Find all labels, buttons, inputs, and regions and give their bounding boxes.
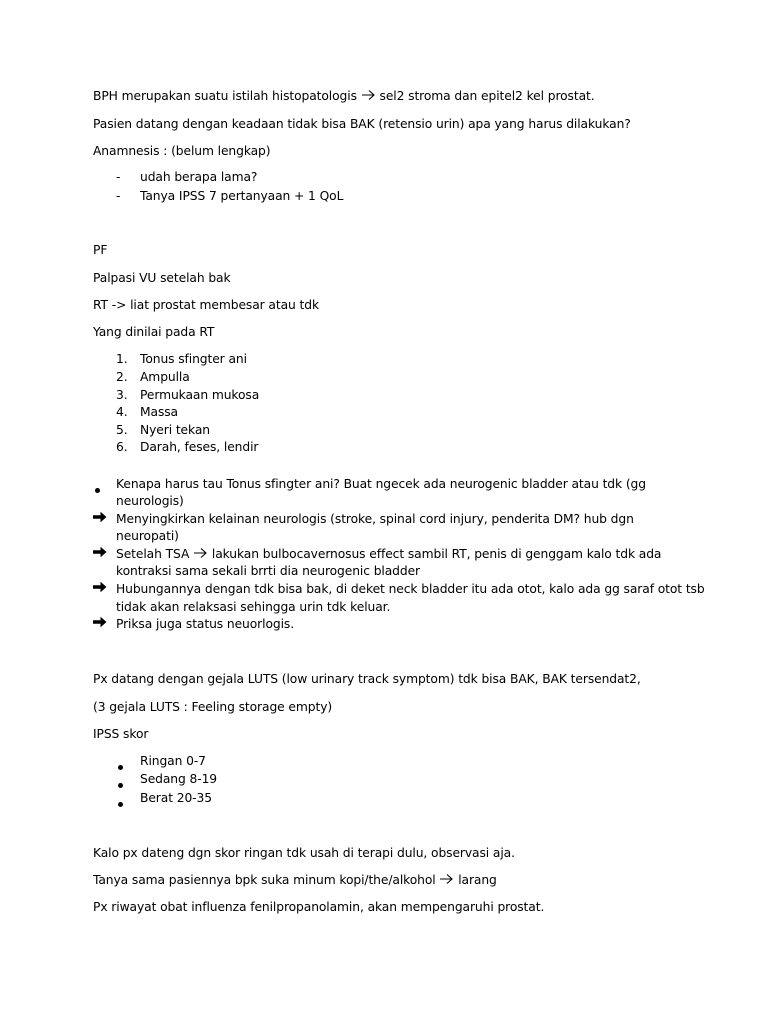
bold-right-arrow-icon (93, 615, 107, 633)
bold-right-arrow-icon (93, 510, 107, 528)
ipss-item: Berat 20-35 (140, 791, 212, 805)
note-text-a: Setelah TSA (116, 547, 190, 561)
tanya-text-a: Tanya sama pasiennya bpk suka minum kopi/the/alkohol (93, 873, 436, 887)
dash-item: Tanya IPSS 7 pertanyaan + 1 QoL (140, 189, 344, 203)
kalo-line: Kalo px dateng dgn skor ringan tdk usah di terapi dulu, observasi aja. (93, 846, 515, 860)
note-text: neurologis) (116, 494, 184, 508)
ipss-item: Sedang 8-19 (140, 772, 218, 786)
tanya-text-b: larang (458, 873, 497, 887)
riwayat-line: Px riwayat obat influenza fenilpropanolamin, akan mempengaruhi prostat. (93, 900, 545, 914)
note-text: neuropati) (116, 529, 179, 543)
thin-right-arrow-icon (439, 873, 454, 885)
bold-right-arrow-icon (93, 545, 107, 563)
round-bullet-icon (95, 480, 100, 498)
ipss-item: Ringan 0-7 (140, 754, 206, 768)
intro-line (93, 87, 595, 105)
note-text: Kenapa harus tau Tonus sfingter ani? Buat ngecek ada neurogenic bladder atau tdk (gg (116, 477, 646, 491)
note-text: kontraksi sama sekali brrti dia neurogenic bladder (116, 564, 421, 578)
dash-marker: - (116, 189, 121, 203)
note-line (116, 545, 661, 563)
list-number: 1. (116, 352, 128, 366)
note-text: Priksa juga status neuorlogis. (116, 617, 295, 631)
list-item: Ampulla (140, 370, 190, 384)
list-item: Tonus sfingter ani (140, 352, 247, 366)
pf-heading: PF (93, 243, 108, 257)
dash-item: udah berapa lama? (140, 170, 258, 184)
round-bullet-icon (118, 757, 123, 775)
note-text: tidak akan relaksasi sehingga urin tdk keluar. (116, 600, 391, 614)
px-luts-line: Px datang dengan gejala LUTS (low urinary track symptom) tdk bisa BAK, BAK tersendat2, (93, 672, 641, 686)
dash-marker: - (116, 170, 121, 184)
list-item: Massa (140, 405, 178, 419)
list-number: 2. (116, 370, 128, 384)
intro-text-b: sel2 stroma dan epitel2 kel prostat. (379, 89, 595, 103)
rt-assessment-heading: Yang dinilai pada RT (93, 325, 215, 339)
rt-line: RT -> liat prostat membesar atau tdk (93, 298, 319, 312)
round-bullet-icon (118, 794, 123, 812)
list-item: Nyeri tekan (140, 423, 210, 437)
note-text-b: lakukan bulbocavernosus effect sambil RT, penis di genggam kalo tdk ada (211, 547, 662, 561)
intro-text-a: BPH merupakan suatu istilah histopatologis (93, 89, 357, 103)
bold-right-arrow-icon (93, 580, 107, 598)
thin-right-arrow-icon (193, 547, 208, 559)
list-number: 5. (116, 423, 128, 437)
list-number: 6. (116, 440, 128, 454)
palpasi-line: Palpasi VU setelah bak (93, 271, 231, 285)
round-bullet-icon (118, 775, 123, 793)
tanya-line (93, 871, 497, 889)
question-line: Pasien datang dengan keadaan tidak bisa BAK (retensio urin) apa yang harus dilakukan? (93, 117, 631, 131)
list-item: Darah, feses, lendir (140, 440, 259, 454)
note-text: Hubungannya dengan tdk bisa bak, di deket neck bladder itu ada otot, kalo ada gg saraf otot tsb (116, 582, 705, 596)
gejala-line: (3 gejala LUTS : Feeling storage empty) (93, 700, 333, 714)
ipss-heading: IPSS skor (93, 727, 149, 741)
thin-right-arrow-icon (361, 89, 376, 101)
anamnesis-heading: Anamnesis : (belum lengkap) (93, 144, 271, 158)
list-number: 4. (116, 405, 128, 419)
note-text: Menyingkirkan kelainan neurologis (stroke, spinal cord injury, penderita DM? hub dgn (116, 512, 634, 526)
list-item: Permukaan mukosa (140, 388, 260, 402)
list-number: 3. (116, 388, 128, 402)
